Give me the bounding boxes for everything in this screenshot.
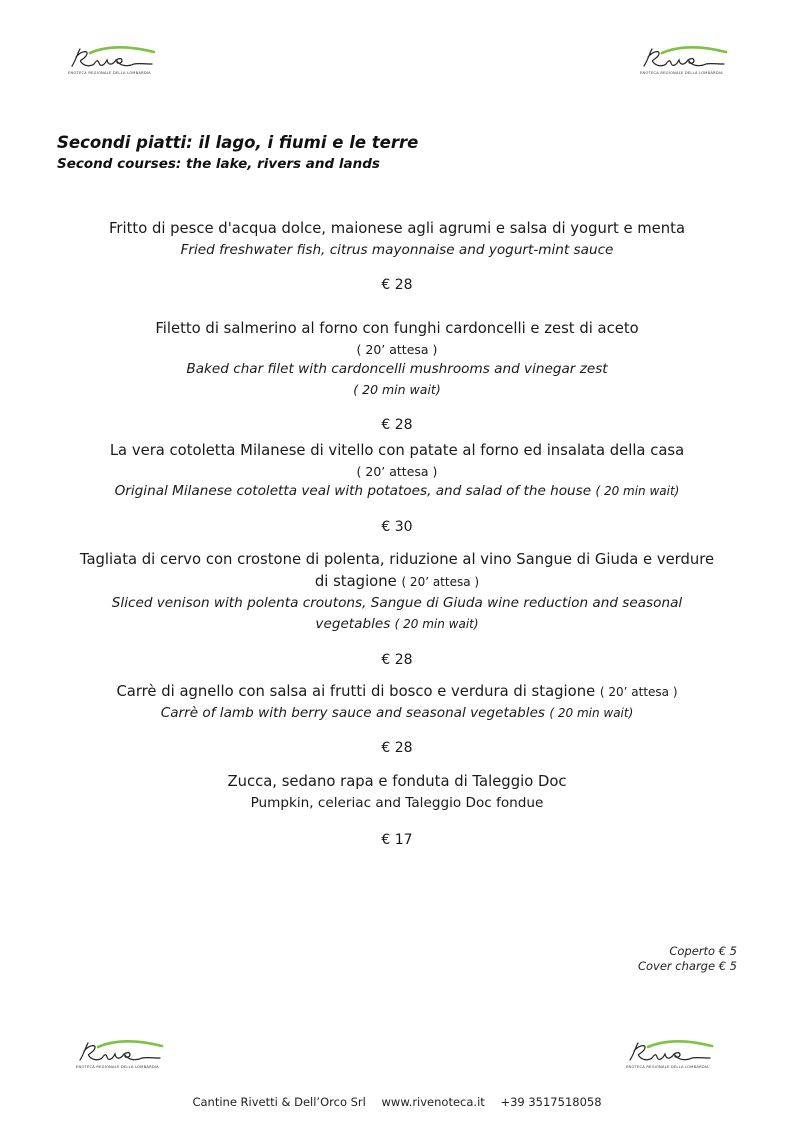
dish-name: Filetto di salmerino al forno con funghi cardoncelli e zest di aceto: [155, 320, 639, 337]
dish-translation: Pumpkin, celeriac and Taleggio Doc fondue: [250, 795, 544, 811]
rive-logo: [76, 1038, 176, 1078]
dish-name: Tagliata di cervo con crostone di polenta, riduzione al vino Sangue di Giuda e verdure: [79, 551, 715, 568]
dish-translation-line: [40, 481, 754, 502]
dish-wait-english: ( 20 min wait): [394, 617, 479, 631]
section-title-italian: Secondi piatti: il lago, i fiumi e le terre: [57, 133, 419, 152]
logo-tagline: ENOTECA REGIONALE DELLA LOMBARDIA: [76, 1065, 159, 1069]
dish-translation: Carrè of lamb with berry sauce and seasonal vegetables: [160, 705, 546, 721]
rive-logo-mark: [68, 44, 158, 72]
dish-wait-english: ( 20 min wait): [549, 706, 634, 720]
dish-price: € 28: [381, 277, 413, 293]
cover-charge-italian: Coperto € 5: [669, 944, 737, 958]
dish-wait: ( 20’ attesa ): [356, 342, 438, 357]
menu-item: [40, 440, 754, 502]
menu-item: [40, 681, 754, 724]
cover-charge: [638, 944, 737, 974]
footer-phone[interactable]: +39 3517518058: [500, 1095, 602, 1109]
dish-name-continued: di stagione: [314, 573, 397, 590]
dish-wait: ( 20’ attesa ): [401, 575, 480, 589]
menu-item: [40, 771, 754, 814]
cover-charge-english: Cover charge € 5: [637, 959, 737, 973]
dish-translation-continued: vegetables: [315, 616, 391, 632]
footer-company: Cantine Rivetti & Dell’Orco Srl: [192, 1095, 366, 1109]
dish-price: € 30: [381, 519, 413, 535]
menu-item: [40, 318, 754, 399]
logo-tagline: ENOTECA REGIONALE DELLA LOMBARDIA: [68, 71, 151, 75]
rive-logo: [626, 1038, 726, 1078]
dish-wait: ( 20’ attesa ): [356, 464, 438, 479]
menu-item: [40, 549, 754, 635]
dish-price: € 28: [381, 417, 413, 433]
dish-name: Zucca, sedano rapa e fonduta di Taleggio Doc: [227, 773, 567, 790]
menu-item: [40, 218, 754, 261]
section-title-english: Second courses: the lake, rivers and lands: [57, 156, 380, 172]
dish-translation: Sliced venison with polenta croutons, Sangue di Giuda wine reduction and seasonal: [111, 595, 683, 611]
dish-name-line: [40, 681, 754, 703]
rive-logo: [68, 44, 168, 84]
dish-name: Carrè di agnello con salsa ai frutti di bosco e verdura di stagione: [116, 683, 596, 700]
section-heading: [57, 133, 418, 172]
dish-name: Fritto di pesce d'acqua dolce, maionese agli agrumi e salsa di yogurt e menta: [108, 220, 686, 237]
dish-name: La vera cotoletta Milanese di vitello con patate al forno ed insalata della casa: [109, 442, 685, 459]
rive-logo-mark: [76, 1038, 166, 1066]
dish-translation: Baked char filet with cardoncelli mushrooms and vinegar zest: [186, 361, 608, 377]
rive-logo-mark: [626, 1038, 716, 1066]
dish-wait: ( 20’ attesa ): [599, 685, 678, 699]
rive-logo-mark: [640, 44, 730, 72]
logo-tagline: ENOTECA REGIONALE DELLA LOMBARDIA: [626, 1065, 709, 1069]
dish-wait-english: ( 20 min wait): [595, 484, 680, 498]
dish-name-line: [40, 571, 754, 593]
rive-logo: [640, 44, 740, 84]
footer-website-link[interactable]: www.rivenoteca.it: [381, 1095, 485, 1109]
dish-price: € 28: [381, 652, 413, 668]
dish-translation-line: [40, 703, 754, 724]
logo-tagline: ENOTECA REGIONALE DELLA LOMBARDIA: [640, 71, 723, 75]
footer: [0, 1095, 794, 1109]
dish-translation-line: [40, 614, 754, 635]
dish-translation: Fried freshwater fish, citrus mayonnaise and yogurt-mint sauce: [180, 242, 614, 258]
dish-price: € 28: [381, 740, 413, 756]
dish-translation: Original Milanese cotoletta veal with potatoes, and salad of the house: [114, 483, 592, 499]
dish-price: € 17: [381, 832, 413, 848]
dish-wait-english: ( 20 min wait): [353, 382, 441, 397]
